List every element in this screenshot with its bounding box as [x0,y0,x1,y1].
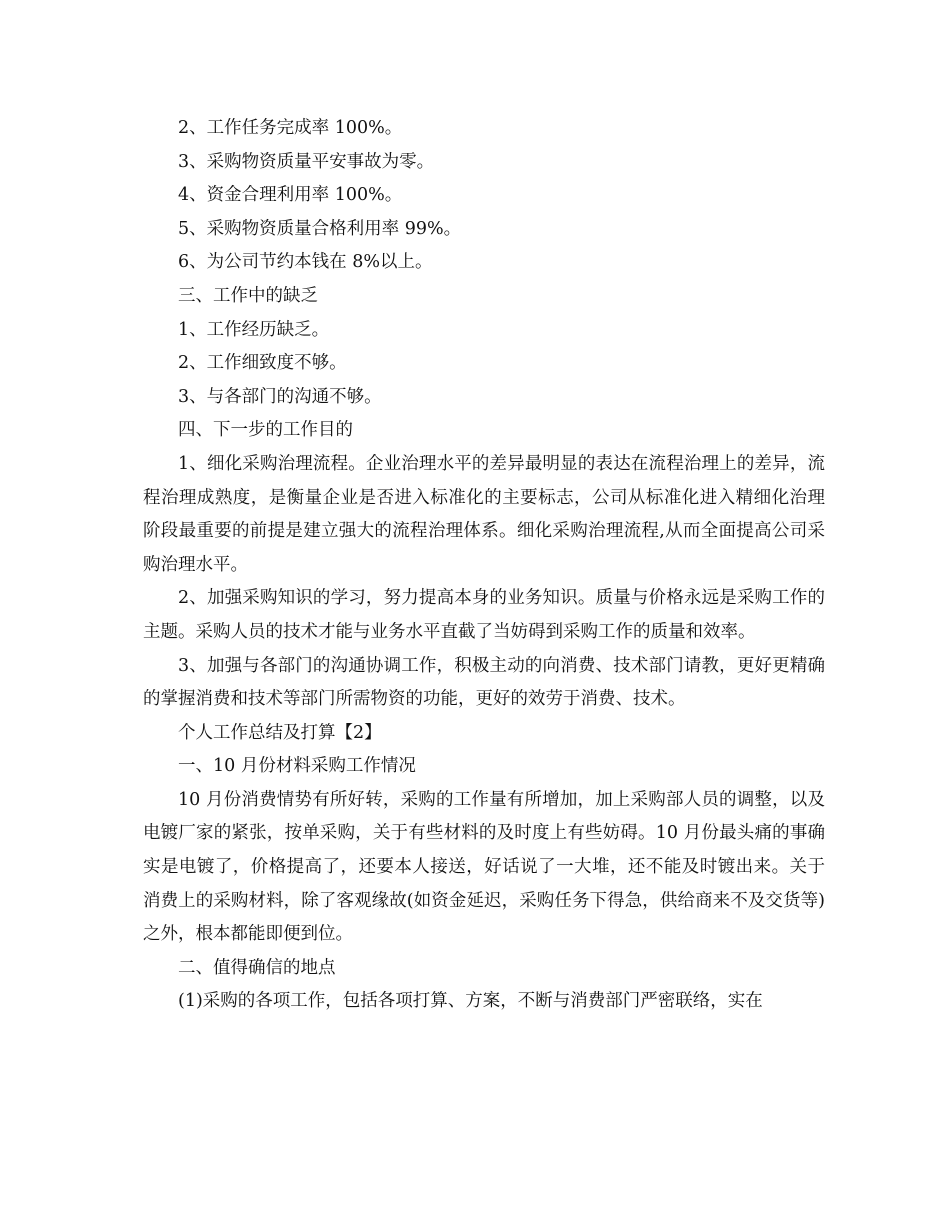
section-heading: 二、值得确信的地点 [178,957,336,978]
paragraph: (1)采购的各项工作，包括各项打算、方案，不断与消费部门严密联络，实在 [178,991,763,1012]
list-item: 4、资金合理利用率 100%。 [178,185,403,206]
section-heading: 三、工作中的缺乏 [178,285,318,306]
list-item: 3、采购物资质量平安事故为零。 [178,151,435,172]
list-item: 2、工作任务完成率 100%。 [178,118,403,138]
list-item: 6、为公司节约本钱在 8%以上。 [178,252,433,273]
section-heading: 一、10 月份材料采购工作情况 [178,756,416,777]
list-item: 2、工作细致度不够。 [178,353,347,374]
list-item: 3、与各部门的沟通不够。 [178,386,382,407]
paragraph: 10 月份消费情势有所好转，采购的工作量有所增加，加上采购部人员的调整，以及电镀厂家的紧张，按单采购，关于有些材料的及时度上有些妨碍。10 月份最头痛的事确实是电镀了，价格提高了，还要本人接送，好话说了一大堆，还不能及时镀出来。关于消费上的采购材料，除了客观缘故(如资金延迟，采购任务下得急，供给商来不及交货等)之外，根本都能即便到位。 [143,789,825,945]
document-body [143,112,825,1019]
paragraph: 3、加强与各部门的沟通协调工作，积极主动的向消费、技术部门请教，更好更精确的掌握消费和技术等部门所需物资的功能，更好的效劳于消费、技术。 [143,655,825,710]
document-subtitle: 个人工作总结及打算【2】 [178,722,382,743]
paragraph: 1、细化采购治理流程。企业治理水平的差异最明显的表达在流程治理上的差异，流程治理成熟度，是衡量企业是否进入标准化的主要标志，公司从标准化进入精细化治理阶段最重要的前提是建立强大的流程治理体系。细化采购治理流程,从而全面提高公司采购治理水平。 [143,453,825,575]
section-heading: 四、下一步的工作目的 [178,420,353,441]
list-item: 1、工作经历缺乏。 [178,319,330,340]
list-item: 5、采购物资质量合格利用率 99%。 [178,218,462,239]
paragraph: 2、加强采购知识的学习，努力提高本身的业务知识。质量与价格永远是采购工作的主题。采购人员的技术才能与业务水平直截了当妨碍到采购工作的质量和效率。 [143,588,825,642]
